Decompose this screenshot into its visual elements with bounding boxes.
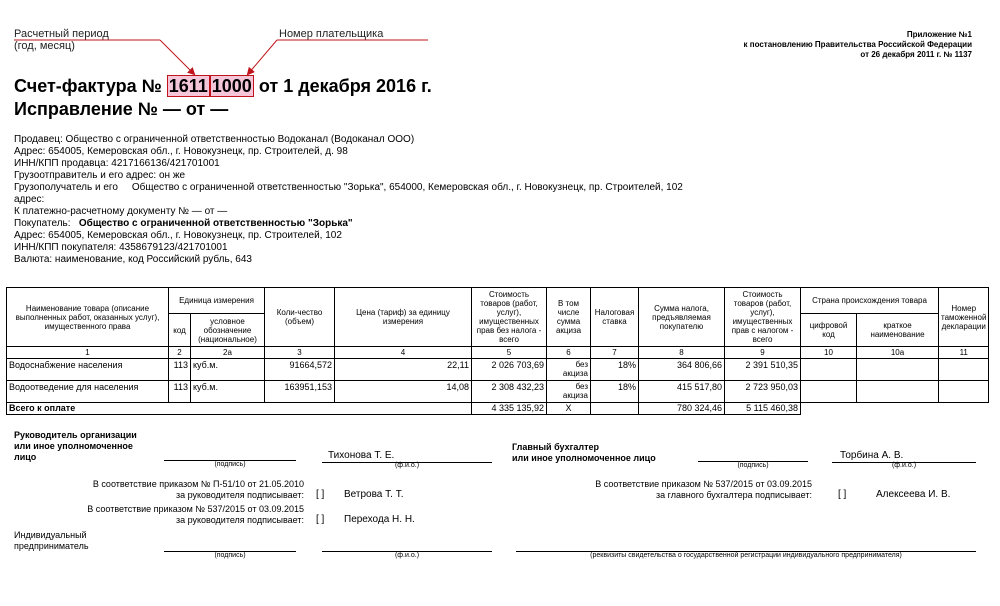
- header-tax: Сумма налога, предъявляемая покупателю: [639, 288, 725, 347]
- accountant-name: Торбина А. В.: [840, 450, 904, 461]
- header-excise: В том числе сумма акциза: [547, 288, 591, 347]
- header-unit: Единица измерения: [169, 288, 265, 314]
- total-row: Всего к оплате 4 335 135,92 X 780 324,46 5 115 460,38: [7, 403, 989, 415]
- seller: Продавец: Общество с ограниченной ответственностью Водоканал (Водоканал ООО): [14, 134, 415, 145]
- appendix-note: Приложение №1 к постановлению Правительства Российской Федерации от 26 декабря 2011 г. № 1137: [743, 30, 972, 59]
- header-country-code: цифровой код: [801, 314, 857, 347]
- info-block: Продавец: Общество с ограниченной ответственностью Водоканал (Водоканал ООО) Адрес: 654005, Кемеровская обл., г. Новокузнецк, пр. Строителей, д. 98 ИНН/КПП продавца: 4217166136/421701001 Грузоотправитель и его адрес: он же Грузополучатель и его Общество с ограниченной ответственностью "Зорька", 654000, Кемеровская обл., г. Новокузнецк, пр. Строителей, 102 адрес: К платежно-расчетному документу № — от — Покупатель: Общество с ограниченной ответственностью "Зорька" Адрес: 654005, Кемеровская обл., г. Новокузнецк, пр. Строителей, 102 ИНН/КПП покупателя: 4358679123/421701001 Валюта: наименование, код Российский рубль, 643: [14, 134, 683, 265]
- order3-name: Алексеева И. В.: [876, 489, 951, 500]
- payer-arrow-head-line: [248, 40, 277, 74]
- buyer: Покупатель: Общество с ограниченной ответственностью "Зорька": [14, 218, 353, 229]
- payer-annotation: Номер плательщика: [279, 28, 384, 40]
- header-customs: Номер таможенной декларации: [939, 288, 989, 347]
- order1-name: Ветрова Т. Т.: [344, 489, 404, 500]
- order3: В соответствие приказом № 537/2015 от 03.09.2015 за главного бухгалтера подписывает:: [595, 479, 812, 500]
- buyer-address: Адрес: 654005, Кемеровская обл., г. Новокузнецк, пр. Строителей, 102: [14, 230, 342, 241]
- header-country: Страна происхождения товара: [801, 288, 939, 314]
- seller-inn: ИНН/КПП продавца: 4217166136/421701001: [14, 158, 220, 169]
- period-arrow-head-line: [160, 40, 194, 74]
- buyer-inn: ИНН/КПП покупателя: 4358679123/421701001: [14, 242, 228, 253]
- header-rate: Налоговая ставка: [591, 288, 639, 347]
- header-unit-code: код: [169, 314, 191, 347]
- period-number: 1611: [168, 76, 208, 96]
- header-price: Цена (тариф) за единицу измерения: [335, 288, 472, 347]
- header-cost: Стоимость товаров (работ, услуг), имущественных прав без налога - всего: [472, 288, 547, 347]
- invoice-table: [6, 287, 989, 415]
- invoice-title: Счет-фактура № 1611 1000 от 1 декабря 2016 г.: [14, 76, 432, 96]
- seller-address: Адрес: 654005, Кемеровская обл., г. Новокузнецк, пр. Строителей, д. 98: [14, 146, 348, 157]
- consignee: Грузополучатель и его Общество с ограниченной ответственностью "Зорька", 654000, Кемеровская обл., г. Новокузнецк, пр. Строителей, 102: [14, 182, 683, 193]
- order2-box: [ ]: [316, 514, 325, 525]
- shipper: Грузоотправитель и его адрес: он же: [14, 170, 186, 181]
- order1-box: [ ]: [316, 489, 325, 500]
- column-numbers-row: 1 2 2а 3 4 5 6 7 8 9 10 10а 11: [7, 347, 989, 359]
- head-name: Тихонова Т. Е.: [328, 450, 395, 461]
- currency: Валюта: наименование, код Российский рубль, 643: [14, 254, 252, 265]
- period-annotation: Расчетный период (год, месяц): [14, 28, 109, 52]
- order3-box: [ ]: [838, 489, 847, 500]
- order1: В соответствие приказом № П-51/10 от 21.05.2010 за руководителя подписывает:: [92, 479, 304, 500]
- head-label: Руководитель организации или иное уполномоченное лицо: [14, 430, 137, 462]
- correction-title: Исправление № — от —: [14, 99, 229, 119]
- payment-doc: К платежно-расчетному документу № — от —: [14, 206, 228, 217]
- header-unit-sym: условное обозначение (национальное): [191, 314, 265, 347]
- payer-number: 1000: [211, 76, 252, 96]
- header-country-name: краткое наименование: [857, 314, 939, 347]
- header-total: Стоимость товаров (работ, услуг), имущественных прав с налогом - всего: [725, 288, 801, 347]
- header-qty: Коли-чество (объем): [265, 288, 335, 347]
- header-name: Наименование товара (описание выполненных работ, оказанных услуг), имущественного права: [7, 288, 169, 347]
- table-row: Водоснабжение населения 113 куб.м. 91664,572 22,11 2 026 703,69 без акциза 18% 364 806,66 2 391 510,35: [7, 359, 989, 381]
- order2: В соответствие приказом № 537/2015 от 03.09.2015 за руководителя подписывает:: [87, 504, 304, 525]
- table-row: Водоотведение для населения 113 куб.м. 163951,153 14,08 2 308 432,23 без акциза 18% 415 517,80 2 723 950,03: [7, 381, 989, 403]
- entrepreneur-label: Индивидуальный предприниматель: [14, 530, 89, 551]
- accountant-label: Главный бухгалтер или иное уполномоченное лицо: [512, 442, 656, 463]
- order2-name: Переходa Н. Н.: [344, 514, 415, 525]
